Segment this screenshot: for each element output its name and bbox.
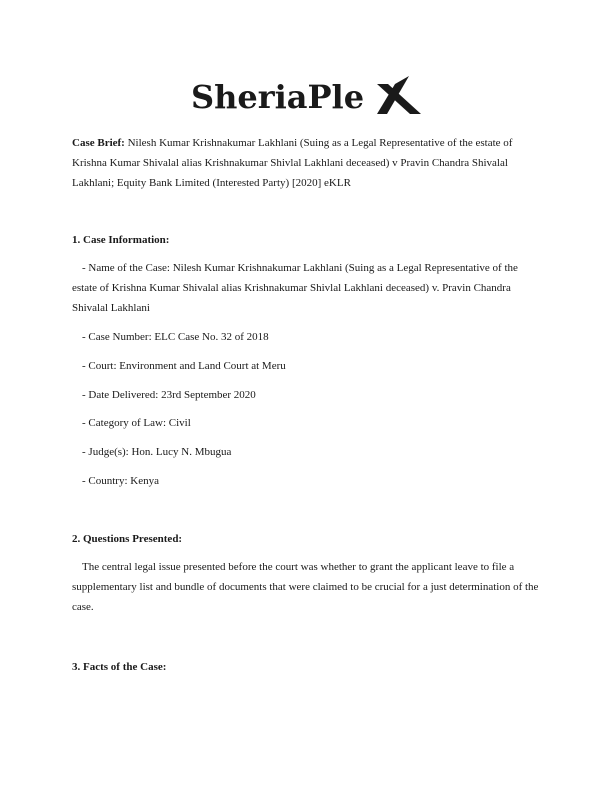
case-info-item-date: - Date Delivered: 23rd September 2020 bbox=[82, 389, 256, 401]
case-info-item-name: - Name of the Case: Nilesh Kumar Krishnakumar Lakhlani (Suing as a Legal Representative of the estate of Krishna Kumar Shivalal alias Krishnakumar Shivlal Lakhlani deceased) v. Pravin Chandra Shivalal Lakhlani bbox=[72, 262, 518, 314]
case-info-item-number: - Case Number: ELC Case No. 32 of 2018 bbox=[82, 331, 269, 343]
section-heading-case-information: 1. Case Information: bbox=[72, 234, 170, 246]
case-info-item-country: - Country: Kenya bbox=[82, 475, 159, 487]
logo-x-mark-icon bbox=[377, 76, 421, 114]
logo-wordmark: SheriaPle bbox=[191, 78, 365, 116]
case-brief bbox=[72, 133, 542, 193]
case-info-item-judges: - Judge(s): Hon. Lucy N. Mbugua bbox=[82, 446, 232, 458]
section-heading-questions-presented: 2. Questions Presented: bbox=[72, 533, 183, 545]
case-brief-text: Nilesh Kumar Krishnakumar Lakhlani (Suing as a Legal Representative of the estate of Krishna Kumar Shivalal alias Krishnakumar Shivlal Lakhlani deceased) v Pravin Chandra Shivalal Lakhlani; Equity Bank Limited (Interested Party) [2020] eKLR bbox=[72, 137, 513, 189]
case-info-item-category: - Category of Law: Civil bbox=[82, 417, 191, 429]
questions-presented-text: The central legal issue presented before the court was whether to grant the applicant leave to file a supplementary list and bundle of documents that were claimed to be crucial for a just determination of the case. bbox=[72, 561, 539, 613]
sheriaplex-logo bbox=[0, 70, 612, 120]
case-info-item-court: - Court: Environment and Land Court at Meru bbox=[82, 360, 286, 372]
case-brief-label: Case Brief: bbox=[72, 137, 125, 149]
section-heading-facts: 3. Facts of the Case: bbox=[72, 661, 167, 673]
